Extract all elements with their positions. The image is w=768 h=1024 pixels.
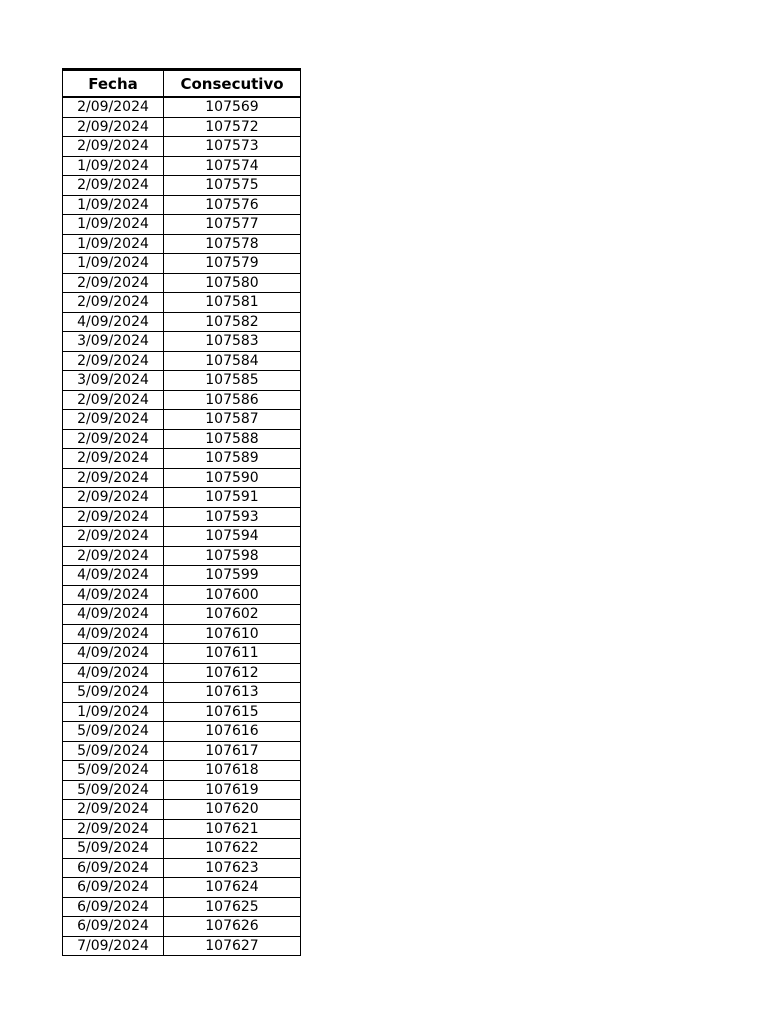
cell-consecutivo: 107569 xyxy=(164,97,301,117)
cell-consecutivo: 107622 xyxy=(164,839,301,859)
table-row xyxy=(63,546,301,566)
cell-consecutivo: 107583 xyxy=(164,332,301,352)
cell-fecha: 6/09/2024 xyxy=(63,878,164,898)
table-row xyxy=(63,683,301,703)
table-row xyxy=(63,605,301,625)
cell-fecha: 1/09/2024 xyxy=(63,702,164,722)
cell-fecha: 4/09/2024 xyxy=(63,605,164,625)
cell-consecutivo: 107624 xyxy=(164,878,301,898)
table-row xyxy=(63,137,301,157)
table-row xyxy=(63,273,301,293)
cell-consecutivo: 107576 xyxy=(164,195,301,215)
table-row xyxy=(63,312,301,332)
cell-fecha: 2/09/2024 xyxy=(63,410,164,430)
cell-fecha: 4/09/2024 xyxy=(63,312,164,332)
cell-consecutivo: 107573 xyxy=(164,137,301,157)
table-row xyxy=(63,780,301,800)
cell-consecutivo: 107594 xyxy=(164,527,301,547)
table-row xyxy=(63,293,301,313)
table-row xyxy=(63,351,301,371)
cell-fecha: 2/09/2024 xyxy=(63,117,164,137)
table-row xyxy=(63,195,301,215)
cell-fecha: 2/09/2024 xyxy=(63,429,164,449)
cell-consecutivo: 107616 xyxy=(164,722,301,742)
cell-fecha: 5/09/2024 xyxy=(63,741,164,761)
cell-fecha: 4/09/2024 xyxy=(63,624,164,644)
cell-fecha: 3/09/2024 xyxy=(63,371,164,391)
cell-fecha: 5/09/2024 xyxy=(63,761,164,781)
table-row xyxy=(63,254,301,274)
table-row xyxy=(63,332,301,352)
cell-consecutivo: 107600 xyxy=(164,585,301,605)
cell-consecutivo: 107612 xyxy=(164,663,301,683)
cell-fecha: 2/09/2024 xyxy=(63,273,164,293)
cell-consecutivo: 107613 xyxy=(164,683,301,703)
cell-consecutivo: 107574 xyxy=(164,156,301,176)
table-row xyxy=(63,176,301,196)
cell-fecha: 7/09/2024 xyxy=(63,936,164,956)
column-header-fecha: Fecha xyxy=(63,70,164,98)
cell-consecutivo: 107621 xyxy=(164,819,301,839)
cell-fecha: 2/09/2024 xyxy=(63,546,164,566)
cell-fecha: 1/09/2024 xyxy=(63,254,164,274)
cell-consecutivo: 107585 xyxy=(164,371,301,391)
cell-consecutivo: 107587 xyxy=(164,410,301,430)
cell-consecutivo: 107572 xyxy=(164,117,301,137)
spreadsheet-table xyxy=(62,68,301,956)
table-row xyxy=(63,117,301,137)
cell-fecha: 5/09/2024 xyxy=(63,839,164,859)
table-row xyxy=(63,761,301,781)
cell-consecutivo: 107626 xyxy=(164,917,301,937)
cell-fecha: 4/09/2024 xyxy=(63,663,164,683)
cell-fecha: 2/09/2024 xyxy=(63,527,164,547)
table-row xyxy=(63,429,301,449)
cell-consecutivo: 107602 xyxy=(164,605,301,625)
cell-fecha: 5/09/2024 xyxy=(63,780,164,800)
cell-fecha: 1/09/2024 xyxy=(63,195,164,215)
table-row xyxy=(63,644,301,664)
cell-consecutivo: 107627 xyxy=(164,936,301,956)
cell-fecha: 1/09/2024 xyxy=(63,156,164,176)
table-row xyxy=(63,702,301,722)
cell-consecutivo: 107598 xyxy=(164,546,301,566)
cell-fecha: 4/09/2024 xyxy=(63,585,164,605)
cell-consecutivo: 107620 xyxy=(164,800,301,820)
cell-fecha: 1/09/2024 xyxy=(63,234,164,254)
cell-fecha: 2/09/2024 xyxy=(63,351,164,371)
table-row xyxy=(63,390,301,410)
cell-consecutivo: 107575 xyxy=(164,176,301,196)
table-row xyxy=(63,878,301,898)
cell-fecha: 2/09/2024 xyxy=(63,507,164,527)
cell-fecha: 1/09/2024 xyxy=(63,215,164,235)
cell-consecutivo: 107619 xyxy=(164,780,301,800)
cell-consecutivo: 107625 xyxy=(164,897,301,917)
cell-consecutivo: 107578 xyxy=(164,234,301,254)
cell-fecha: 2/09/2024 xyxy=(63,488,164,508)
table-row xyxy=(63,468,301,488)
table-row xyxy=(63,858,301,878)
cell-fecha: 5/09/2024 xyxy=(63,683,164,703)
cell-consecutivo: 107584 xyxy=(164,351,301,371)
table-row xyxy=(63,371,301,391)
cell-consecutivo: 107582 xyxy=(164,312,301,332)
cell-fecha: 2/09/2024 xyxy=(63,800,164,820)
cell-consecutivo: 107581 xyxy=(164,293,301,313)
cell-fecha: 2/09/2024 xyxy=(63,176,164,196)
table-row xyxy=(63,936,301,956)
cell-consecutivo: 107611 xyxy=(164,644,301,664)
header-row xyxy=(63,70,301,98)
table-row xyxy=(63,741,301,761)
cell-fecha: 2/09/2024 xyxy=(63,97,164,117)
cell-fecha: 2/09/2024 xyxy=(63,819,164,839)
table-row xyxy=(63,527,301,547)
table-body xyxy=(63,97,301,956)
table-row xyxy=(63,917,301,937)
cell-consecutivo: 107589 xyxy=(164,449,301,469)
cell-fecha: 6/09/2024 xyxy=(63,858,164,878)
cell-consecutivo: 107615 xyxy=(164,702,301,722)
cell-consecutivo: 107623 xyxy=(164,858,301,878)
table-row xyxy=(63,488,301,508)
table-row xyxy=(63,819,301,839)
table-row xyxy=(63,897,301,917)
table-row xyxy=(63,663,301,683)
cell-consecutivo: 107618 xyxy=(164,761,301,781)
cell-consecutivo: 107593 xyxy=(164,507,301,527)
table-row xyxy=(63,234,301,254)
cell-fecha: 4/09/2024 xyxy=(63,644,164,664)
cell-fecha: 2/09/2024 xyxy=(63,390,164,410)
cell-fecha: 2/09/2024 xyxy=(63,468,164,488)
table-row xyxy=(63,410,301,430)
cell-fecha: 2/09/2024 xyxy=(63,137,164,157)
cell-consecutivo: 107579 xyxy=(164,254,301,274)
cell-consecutivo: 107590 xyxy=(164,468,301,488)
cell-consecutivo: 107610 xyxy=(164,624,301,644)
table-row xyxy=(63,624,301,644)
table-row xyxy=(63,507,301,527)
table-row xyxy=(63,722,301,742)
table-row xyxy=(63,800,301,820)
cell-fecha: 3/09/2024 xyxy=(63,332,164,352)
cell-fecha: 6/09/2024 xyxy=(63,897,164,917)
cell-consecutivo: 107588 xyxy=(164,429,301,449)
table-row xyxy=(63,839,301,859)
cell-consecutivo: 107586 xyxy=(164,390,301,410)
table-row xyxy=(63,97,301,117)
cell-fecha: 6/09/2024 xyxy=(63,917,164,937)
cell-fecha: 5/09/2024 xyxy=(63,722,164,742)
column-header-consecutivo: Consecutivo xyxy=(164,70,301,98)
cell-fecha: 2/09/2024 xyxy=(63,293,164,313)
data-table xyxy=(62,68,301,956)
table-row xyxy=(63,449,301,469)
cell-fecha: 2/09/2024 xyxy=(63,449,164,469)
cell-fecha: 4/09/2024 xyxy=(63,566,164,586)
cell-consecutivo: 107580 xyxy=(164,273,301,293)
cell-consecutivo: 107591 xyxy=(164,488,301,508)
table-row xyxy=(63,566,301,586)
cell-consecutivo: 107577 xyxy=(164,215,301,235)
cell-consecutivo: 107599 xyxy=(164,566,301,586)
cell-consecutivo: 107617 xyxy=(164,741,301,761)
table-row xyxy=(63,215,301,235)
table-row xyxy=(63,585,301,605)
table-row xyxy=(63,156,301,176)
